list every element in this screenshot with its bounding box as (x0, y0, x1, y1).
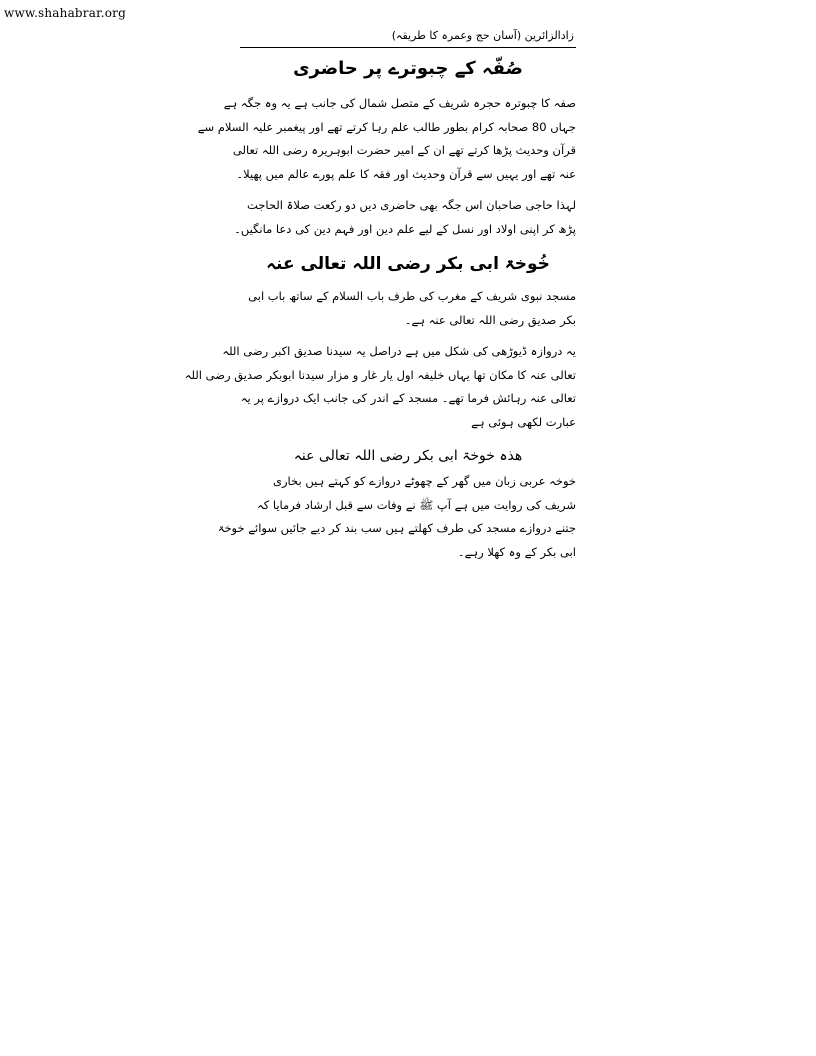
text-line: مسجد نبوی شریف کے مغرب کی طرف باب السلام کے ساتھ باب ابی (248, 289, 576, 303)
text-line: تعالی عنہ رہائش فرما تھے۔ مسجد کے اندر کی جانب ایک دروازے پر یہ (240, 391, 576, 405)
paragraph-suffa-advice (234, 194, 576, 241)
text-line: جتنے دروازے مسجد کی طرف کھلتے ہیں سب بند کر دیے جائیں سوائے خوخۃ (217, 521, 576, 535)
text-line: شریف کی روایت میں ہے آپ ﷺ نے وفات سے قبل ارشاد فرمایا کہ (256, 497, 576, 512)
text-line: قرآن وحدیث پڑھا کرتے تھے ان کے امیر حضرت ابوہریرہ رضی اللہ تعالی (232, 143, 576, 157)
text-line: بکر صدیق رضی اللہ تعالی عنہ ہے۔ (404, 312, 576, 327)
site-url: www.shahabrar.org (4, 6, 126, 20)
text-line: خوخہ عربی زبان میں گھر کے چھوٹے دروازے کو کہتے ہیں بخاری (272, 474, 576, 488)
section-heading-khokha: خُوخۃ ابی بکر رضی اللہ تعالی عنہ (266, 254, 550, 274)
inscription-heading: ھذہ خوخۃ ابی بکر رضی اللہ تعالی عنہ (293, 448, 523, 464)
text-line: عنہ تھے اور یہیں سے قرآن وحدیث اور فقہ کا علم پورے عالم میں پھیلا۔ (236, 166, 576, 181)
text-line: عبارت لکھی ہوئی ہے (471, 414, 576, 429)
header-rule (240, 47, 576, 48)
paragraph-khokha-location (240, 285, 576, 332)
book-page (184, 28, 576, 566)
paragraph-suffa-intro (197, 92, 576, 186)
text-line: صفہ کا چبوترہ حجرہ شریف کے متصل شمال کی جانب ہے یہ وہ جگہ ہے (223, 96, 576, 110)
paragraph-khokha-history (184, 340, 576, 434)
text-line: پڑھ کر اپنی اولاد اور نسل کے لیے علم دین اور فہم دین کی دعا مانگیں۔ (234, 221, 576, 236)
text-line: یہ دروازہ ڈیوڑھی کی شکل میں ہے دراصل یہ سیدنا صدیق اکبر رضی اللہ (222, 344, 576, 358)
running-header: زادالزائرین (آسان حج وعمرہ کا طریقہ) (391, 29, 574, 42)
section-heading-suffa: صُفّہ کے چبوترے پر حاضری (293, 58, 523, 79)
text-line: لہذا حاجی صاحبان اس جگہ بھی حاضری دیں دو رکعت صلاۃ الحاجت (246, 198, 576, 212)
text-line: ابی بکر کے وہ کھلا رہے۔ (457, 544, 576, 559)
paragraph-khokha-meaning (217, 470, 576, 564)
text-line: تعالی عنہ کا مکان تھا یہاں خلیفہ اول یار غار و مزار سیدنا ابوبکر صدیق رضی اللہ (184, 367, 576, 382)
text-line: جہاں 80 صحابہ کرام بطور طالب علم رہا کرتے تھے اور پیغمبر علیہ السلام سے (197, 119, 576, 134)
